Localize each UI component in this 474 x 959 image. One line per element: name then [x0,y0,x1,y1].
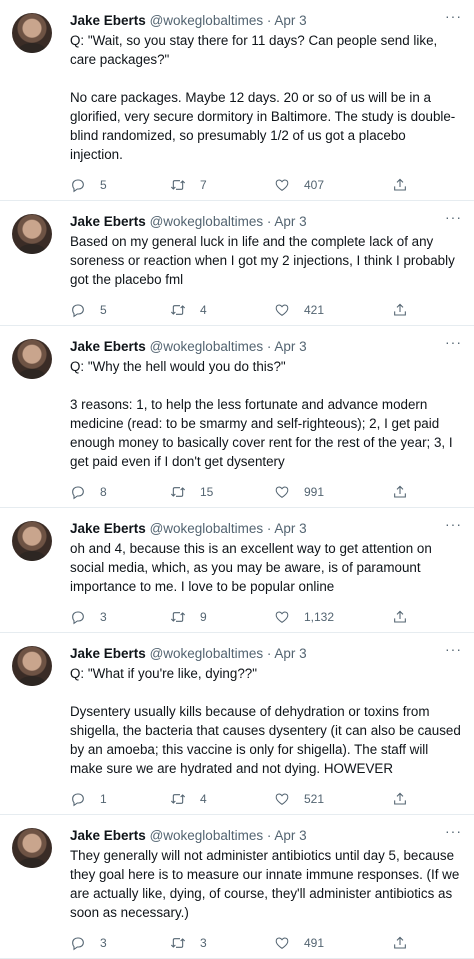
retweet-button[interactable] [170,484,268,500]
reply-icon [70,302,86,318]
reply-count: 8 [100,485,107,499]
tweet-header [70,209,462,231]
avatar[interactable] [12,646,52,686]
retweet-button[interactable] [170,935,268,951]
like-count: 521 [304,792,325,806]
more-icon[interactable]: ··· [445,8,462,24]
retweet-count: 9 [200,610,207,624]
avatar[interactable] [12,214,52,254]
tweet-header [70,641,462,663]
separator-dot: · [266,646,272,661]
heart-icon [274,791,290,807]
retweet-count: 3 [200,936,207,950]
separator-dot: · [266,828,272,843]
tweet[interactable] [0,633,474,815]
reply-icon [70,177,86,193]
author-name[interactable]: Jake Eberts [70,13,146,28]
reply-count: 3 [100,936,107,950]
share-button[interactable] [392,609,408,625]
heart-icon [274,484,290,500]
reply-icon [70,935,86,951]
share-icon [392,302,408,318]
tweet[interactable] [0,201,474,326]
reply-button[interactable] [70,609,156,625]
retweet-icon [170,609,186,625]
retweet-button[interactable] [170,791,268,807]
tweet[interactable] [0,0,474,201]
author-handle[interactable]: @wokeglobaltimes [149,214,264,229]
retweet-count: 4 [200,303,207,317]
like-count: 421 [304,303,325,317]
retweet-icon [170,177,186,193]
author-name[interactable]: Jake Eberts [70,521,146,536]
like-count: 1,132 [304,610,335,624]
author-name[interactable]: Jake Eberts [70,646,146,661]
author-name[interactable]: Jake Eberts [70,214,146,229]
heart-icon [274,935,290,951]
avatar[interactable] [12,13,52,53]
reply-button[interactable] [70,177,156,193]
retweet-icon [170,302,186,318]
like-button[interactable] [274,484,392,500]
author-name[interactable]: Jake Eberts [70,339,146,354]
tweet-text: They generally will not administer antibiotics until day 5, because they goal here is to measure our innate immune responses. (If we are actually like, dying, of course, they'll administer antibiotics as soon as necessary.) [70,848,460,920]
share-icon [392,177,408,193]
like-count: 407 [304,178,325,192]
avatar[interactable] [12,521,52,561]
tweet-header [70,8,462,30]
tweet-text: Q: "Wait, so you stay there for 11 days? Can people send like, care packages?" No care packages. Maybe 12 days. 20 or so of us will be in a glorified, very secure dormitory in Baltimore. The study is double-blind randomized, so presumably 1/2 of us got a placebo injection. [70,33,456,162]
like-button[interactable] [274,177,392,193]
tweet-date[interactable]: Apr 3 [274,214,307,229]
tweet-header [70,516,462,538]
more-icon[interactable]: ··· [445,823,462,839]
author-handle[interactable]: @wokeglobaltimes [149,339,264,354]
heart-icon [274,177,290,193]
tweet-actions [70,170,462,200]
separator-dot: · [266,339,272,354]
author-handle[interactable]: @wokeglobaltimes [149,646,264,661]
retweet-count: 15 [200,485,214,499]
heart-icon [274,609,290,625]
tweet[interactable] [0,508,474,633]
share-icon [392,609,408,625]
more-icon[interactable]: ··· [445,641,462,657]
tweet-actions [70,295,462,325]
tweet-header [70,823,462,845]
more-icon[interactable]: ··· [445,516,462,532]
separator-dot: · [266,214,272,229]
heart-icon [274,302,290,318]
like-button[interactable] [274,791,392,807]
tweet[interactable] [0,326,474,508]
tweet-text: Q: "Why the hell would you do this?" 3 reasons: 1, to help the less fortunate and advance modern medicine (read: to be smarmy and self-righteous); 2, I get paid enough money to basically cover rent for the rest of the year; 3, I get paid even if I don't get dysentery [70,359,453,469]
tweet-text: Q: "What if you're like, dying??" Dysentery usually kills because of dehydration or toxins from shigella, the bacteria that causes dysentery (it can also be caused by an amoeba; this vaccine is only for shigella). The staff will make sure we are hydrated and not dying. HOWEVER [70,666,461,776]
tweet-date[interactable]: Apr 3 [274,339,307,354]
retweet-button[interactable] [170,609,268,625]
like-button[interactable] [274,609,392,625]
more-icon[interactable]: ··· [445,209,462,225]
reply-icon [70,484,86,500]
reply-count: 5 [100,303,107,317]
tweet-text: Based on my general luck in life and the complete lack of any soreness or reaction when I got my 2 injections, I think I probably got the placebo fml [70,234,455,287]
retweet-count: 7 [200,178,207,192]
reply-icon [70,791,86,807]
retweet-count: 4 [200,792,207,806]
author-name[interactable]: Jake Eberts [70,828,146,843]
tweet-actions [70,928,462,958]
like-count: 991 [304,485,325,499]
author-handle[interactable]: @wokeglobaltimes [149,13,264,28]
retweet-icon [170,935,186,951]
separator-dot: · [266,521,272,536]
retweet-icon [170,484,186,500]
separator-dot: · [266,13,272,28]
share-button[interactable] [392,177,408,193]
tweet[interactable] [0,815,474,959]
retweet-button[interactable] [170,177,268,193]
like-count: 491 [304,936,325,950]
avatar[interactable] [12,828,52,868]
reply-count: 3 [100,610,107,624]
like-button[interactable] [274,935,392,951]
share-button[interactable] [392,791,408,807]
more-icon[interactable]: ··· [445,334,462,350]
tweet-text: oh and 4, because this is an excellent way to get attention on social media, which, as you may be aware, is of paramount importance to me. I love to be popular online [70,541,432,594]
author-handle[interactable]: @wokeglobaltimes [149,828,264,843]
reply-icon [70,609,86,625]
retweet-icon [170,791,186,807]
share-icon [392,791,408,807]
share-icon [392,484,408,500]
reply-button[interactable] [70,484,156,500]
share-icon [392,935,408,951]
share-button[interactable] [392,484,408,500]
tweet-actions [70,602,462,632]
tweet-actions [70,477,462,507]
reply-button[interactable] [70,935,156,951]
tweet-date[interactable]: Apr 3 [274,646,307,661]
reply-count: 5 [100,178,107,192]
share-button[interactable] [392,935,408,951]
share-button[interactable] [392,302,408,318]
reply-count: 1 [100,792,107,806]
tweet-header [70,334,462,356]
avatar[interactable] [12,339,52,379]
like-button[interactable] [274,302,392,318]
retweet-button[interactable] [170,302,268,318]
tweet-date[interactable]: Apr 3 [274,13,307,28]
reply-button[interactable] [70,302,156,318]
tweet-date[interactable]: Apr 3 [274,828,307,843]
tweet-date[interactable]: Apr 3 [274,521,307,536]
reply-button[interactable] [70,791,156,807]
author-handle[interactable]: @wokeglobaltimes [149,521,264,536]
